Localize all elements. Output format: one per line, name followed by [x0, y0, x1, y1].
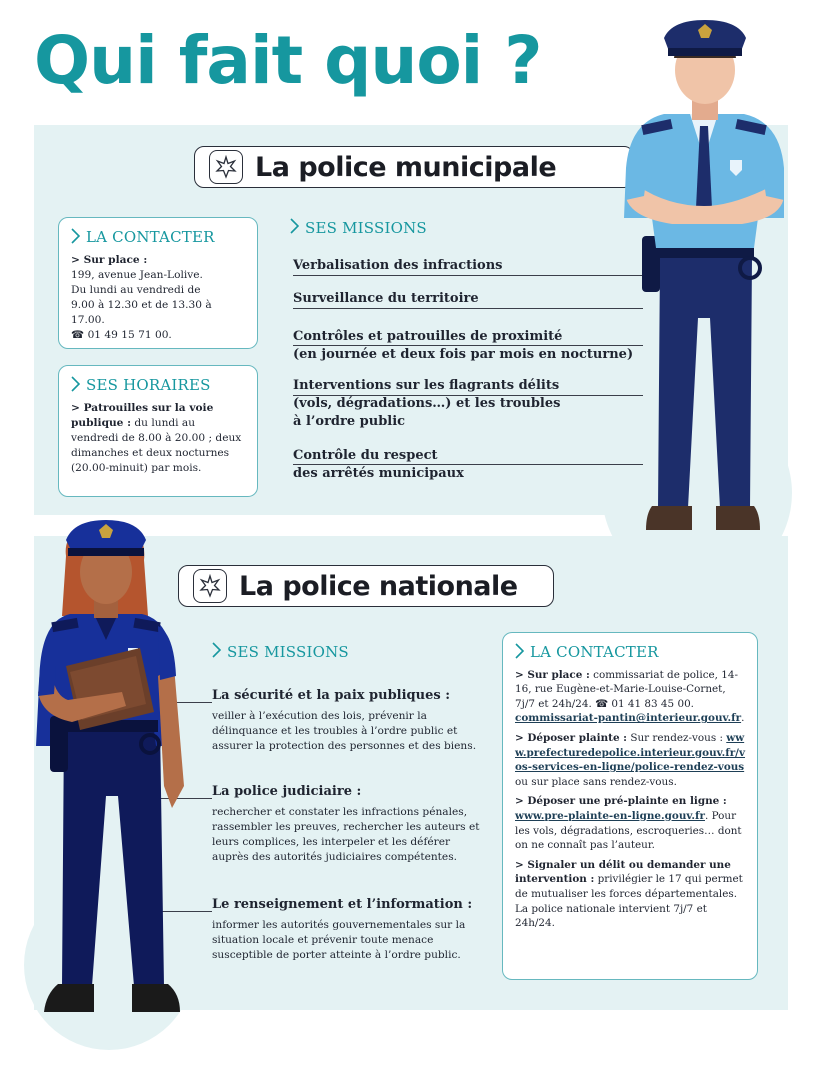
chevron-right-icon: [290, 218, 299, 238]
page-title: Qui fait quoi ?: [34, 22, 542, 99]
divider: [293, 345, 643, 346]
mission-item: Interventions sur les flagrants délits (vols, dégradations…) et les troubles à l’ordre public: [293, 378, 561, 429]
municipal-contact-card: [58, 217, 258, 349]
police-star-icon: [209, 150, 243, 184]
contact-address: 199, avenue Jean-Lolive.: [71, 269, 203, 281]
divider: [293, 395, 643, 396]
hours-label: > Patrouilles sur la voie publique :: [71, 402, 214, 429]
contact-hours: 9.00 à 12.30 et de 13.30 à 17.00.: [71, 299, 212, 326]
mission-item: Contrôle du respect des arrêtés municipaux: [293, 448, 464, 481]
divider: [293, 464, 643, 465]
divider: [293, 308, 643, 309]
contact-hours: Du lundi au vendredi de: [71, 284, 201, 296]
national-banner: [178, 565, 554, 607]
national-title: La police nationale: [239, 570, 518, 602]
email-link[interactable]: commissariat-pantin@interieur.gouv.fr: [515, 712, 742, 725]
national-mission-item: Le renseignement et l’information : informer les autorités gouvernementales sur la situation locale et prévenir toute menace susceptible de porter atteinte à l’ordre public.: [212, 897, 473, 961]
chevron-right-icon: [71, 228, 80, 247]
municipal-banner: [194, 146, 634, 188]
national-mission-item: La police judiciaire : rechercher et constater les infractions pénales, rassembler les preuves, rechercher les auteurs et leurs complices, les interpeler et les déférer auprès des autorités judiciaires compétentes.: [212, 784, 480, 863]
national-contact-card: LA CONTACTER > Sur place : commissariat de police, 14-16, rue Eugène-et-Marie-Louise-Cornet, 7j/7 et 24h/24. ☎ 01 41 83 45 00. commissariat-pantin@interieur.gouv.fr. > Déposer plainte : Sur rendez-vous : www.prefecturedepolice.interieur.gouv.fr/vos-services-en-ligne/police-rendez-vous ou sur place sans rendez-vous. > Déposer une pré-plainte en ligne : www.pre-plainte-en-ligne.gouv.fr. Pour les vols, dégradations, escroqueries… dont on ne connaît pas l’auteur. > Signaler un délit ou demander une intervention : privilégier le 17 qui permet de mutualiser les forces départementales. La police nationale intervient 7j/7 et 24h/24.: [502, 632, 758, 980]
chevron-right-icon: [212, 642, 221, 662]
chevron-right-icon: [71, 376, 80, 395]
chevron-right-icon: [515, 643, 524, 662]
hours-text: du lundi au vendredi de 8.00 à 20.00 ; deux dimanches et deux nocturnes (20.00-minuit) par mois.: [71, 417, 242, 474]
municipal-hours-card: [58, 365, 258, 497]
card-heading: LA CONTACTER: [86, 228, 215, 246]
card-heading: LA CONTACTER: [530, 643, 659, 661]
contact-phone: ☎ 01 49 15 71 00.: [71, 329, 172, 341]
national-mission-item: La sécurité et la paix publiques : veiller à l’exécution des lois, prévenir la délinquance et les troubles à l’ordre public et assurer la protection des personnes et des biens.: [212, 688, 477, 752]
card-heading: SES HORAIRES: [86, 376, 211, 394]
pre-complaint-link[interactable]: www.pre-plainte-en-ligne.gouv.fr: [515, 809, 705, 822]
contact-label: > Sur place :: [71, 254, 148, 266]
appointment-link[interactable]: www.prefecturedepolice.interieur.gouv.fr/vos-services-en-ligne/police-rendez-vous: [515, 731, 746, 774]
national-missions-heading: SES MISSIONS: [212, 642, 349, 662]
national-officer-illustration: [22, 516, 192, 1036]
municipal-missions-heading: SES MISSIONS: [290, 218, 427, 238]
mission-item: Verbalisation des infractions: [293, 258, 503, 273]
municipal-officer-illustration: [612, 18, 796, 538]
divider: [293, 275, 643, 276]
mission-item: Contrôles et patrouilles de proximité (en journée et deux fois par mois en nocturne): [293, 329, 634, 362]
police-star-icon: [193, 569, 227, 603]
mission-item: Surveillance du territoire: [293, 291, 479, 306]
municipal-title: La police municipale: [255, 151, 557, 183]
